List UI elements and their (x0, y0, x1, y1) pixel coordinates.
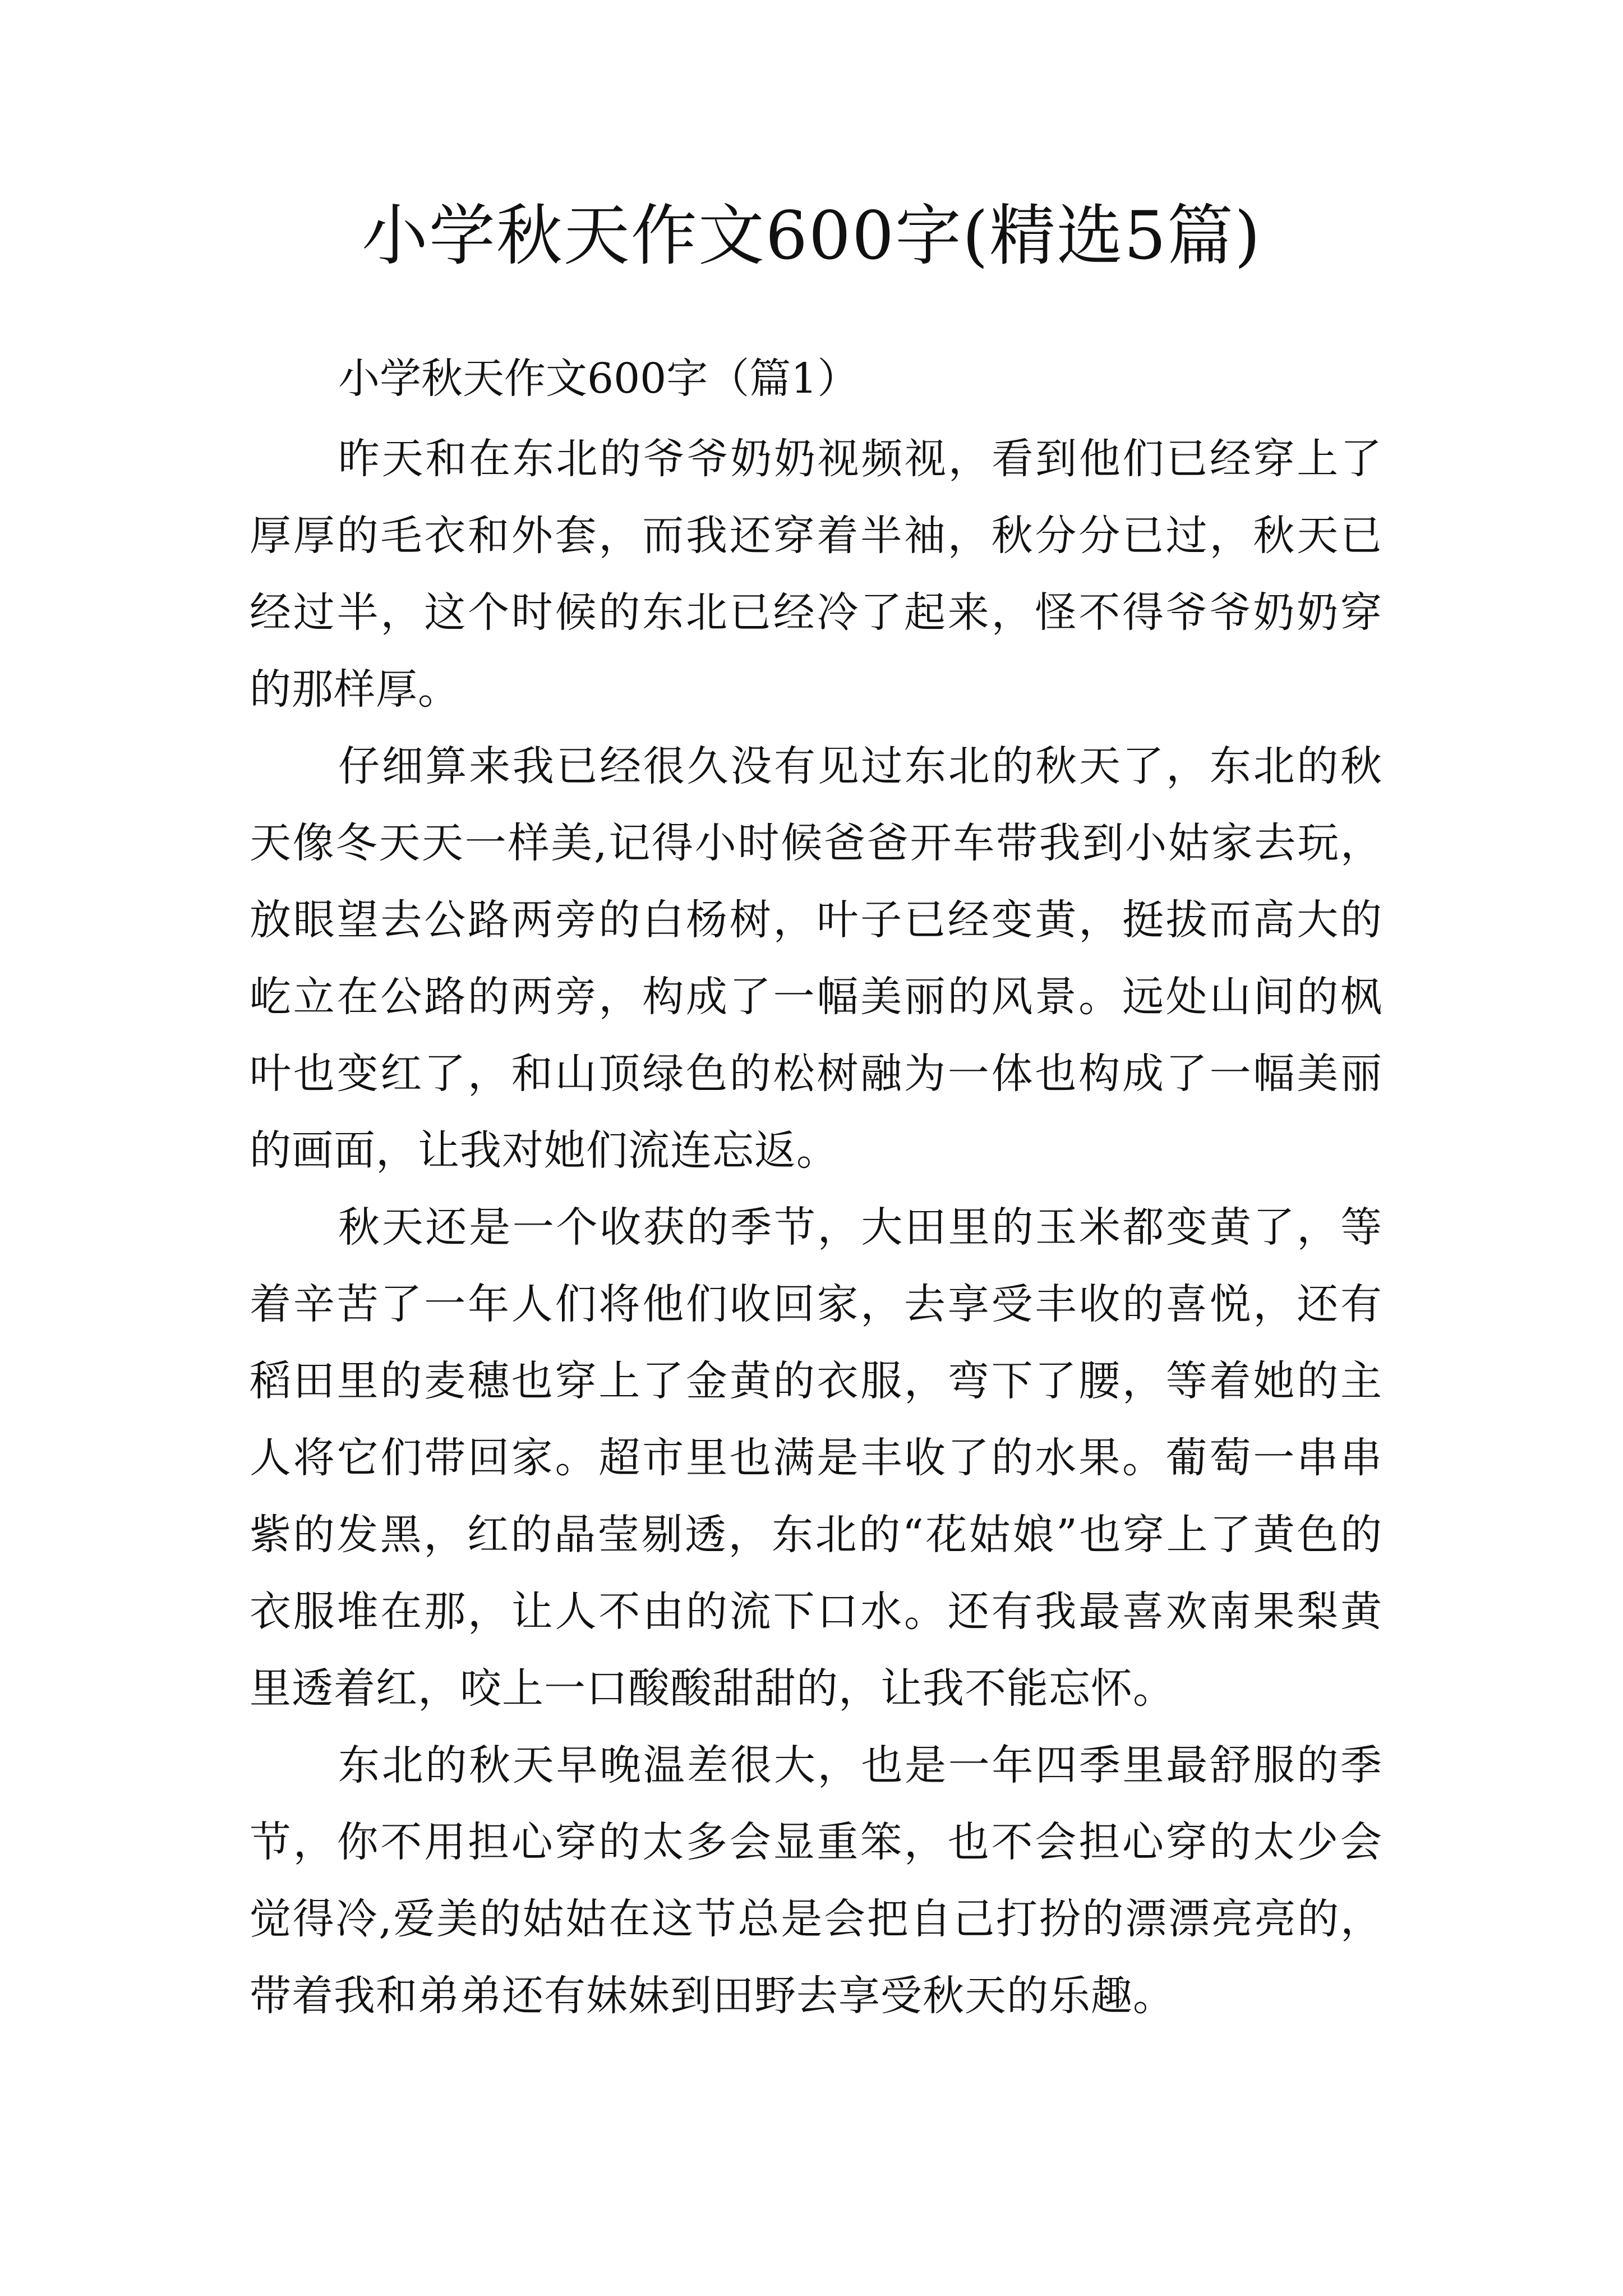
section-heading: 小学秋天作文600字（篇1） (338, 355, 859, 403)
paragraph-3: 秋天还是一个收获的季节，大田里的玉米都变黄了，等着辛苦了一年人们将他们收回家，去享受丰收的喜悦，还有稻田里的麦穗也穿上了金黄的衣服，弯下了腰，等着她的主人将它们带回家。超市里也满是丰收了的水果。葡萄一串串紫的发黑，红的晶莹剔透，东北的“花姑娘”也穿上了黄色的衣服堆在那，让人不由的流下口水。还有我最喜欢南果梨黄里透着红，咬上一口酸酸甜甜的，让我不能忘怀。 (250, 1203, 1382, 1713)
document-body (250, 337, 1382, 2035)
document-title: 小学秋天作文600字(精选5篇) (361, 197, 1262, 274)
paragraph-1: 昨天和在东北的爷爷奶奶视频视，看到他们已经穿上了厚厚的毛衣和外套，而我还穿着半袖，秋分分已过，秋天已经过半，这个时候的东北已经冷了起来，怪不得爷爷奶奶穿的那样厚。 (250, 435, 1382, 714)
paragraph-4: 东北的秋天早晚温差很大，也是一年四季里最舒服的季节，你不用担心穿的太多会显重笨，也不会担心穿的太少会觉得冷,爱美的姑姑在这节总是会把自己打扮的漂漂亮亮的，带着我和弟弟还有妹妹到田野去享受秋天的乐趣。 (250, 1741, 1382, 2020)
paragraph-2: 仔细算来我已经很久没有见过东北的秋天了，东北的秋天像冬天天一样美,记得小时候爸爸开车带我到小姑家去玩，放眼望去公路两旁的白杨树，叶子已经变黄，挺拔而高大的屹立在公路的两旁，构成了一幅美丽的风景。远处山间的枫叶也变红了，和山顶绿色的松树融为一体也构成了一幅美丽的画面，让我对她们流连忘返。 (250, 742, 1382, 1175)
